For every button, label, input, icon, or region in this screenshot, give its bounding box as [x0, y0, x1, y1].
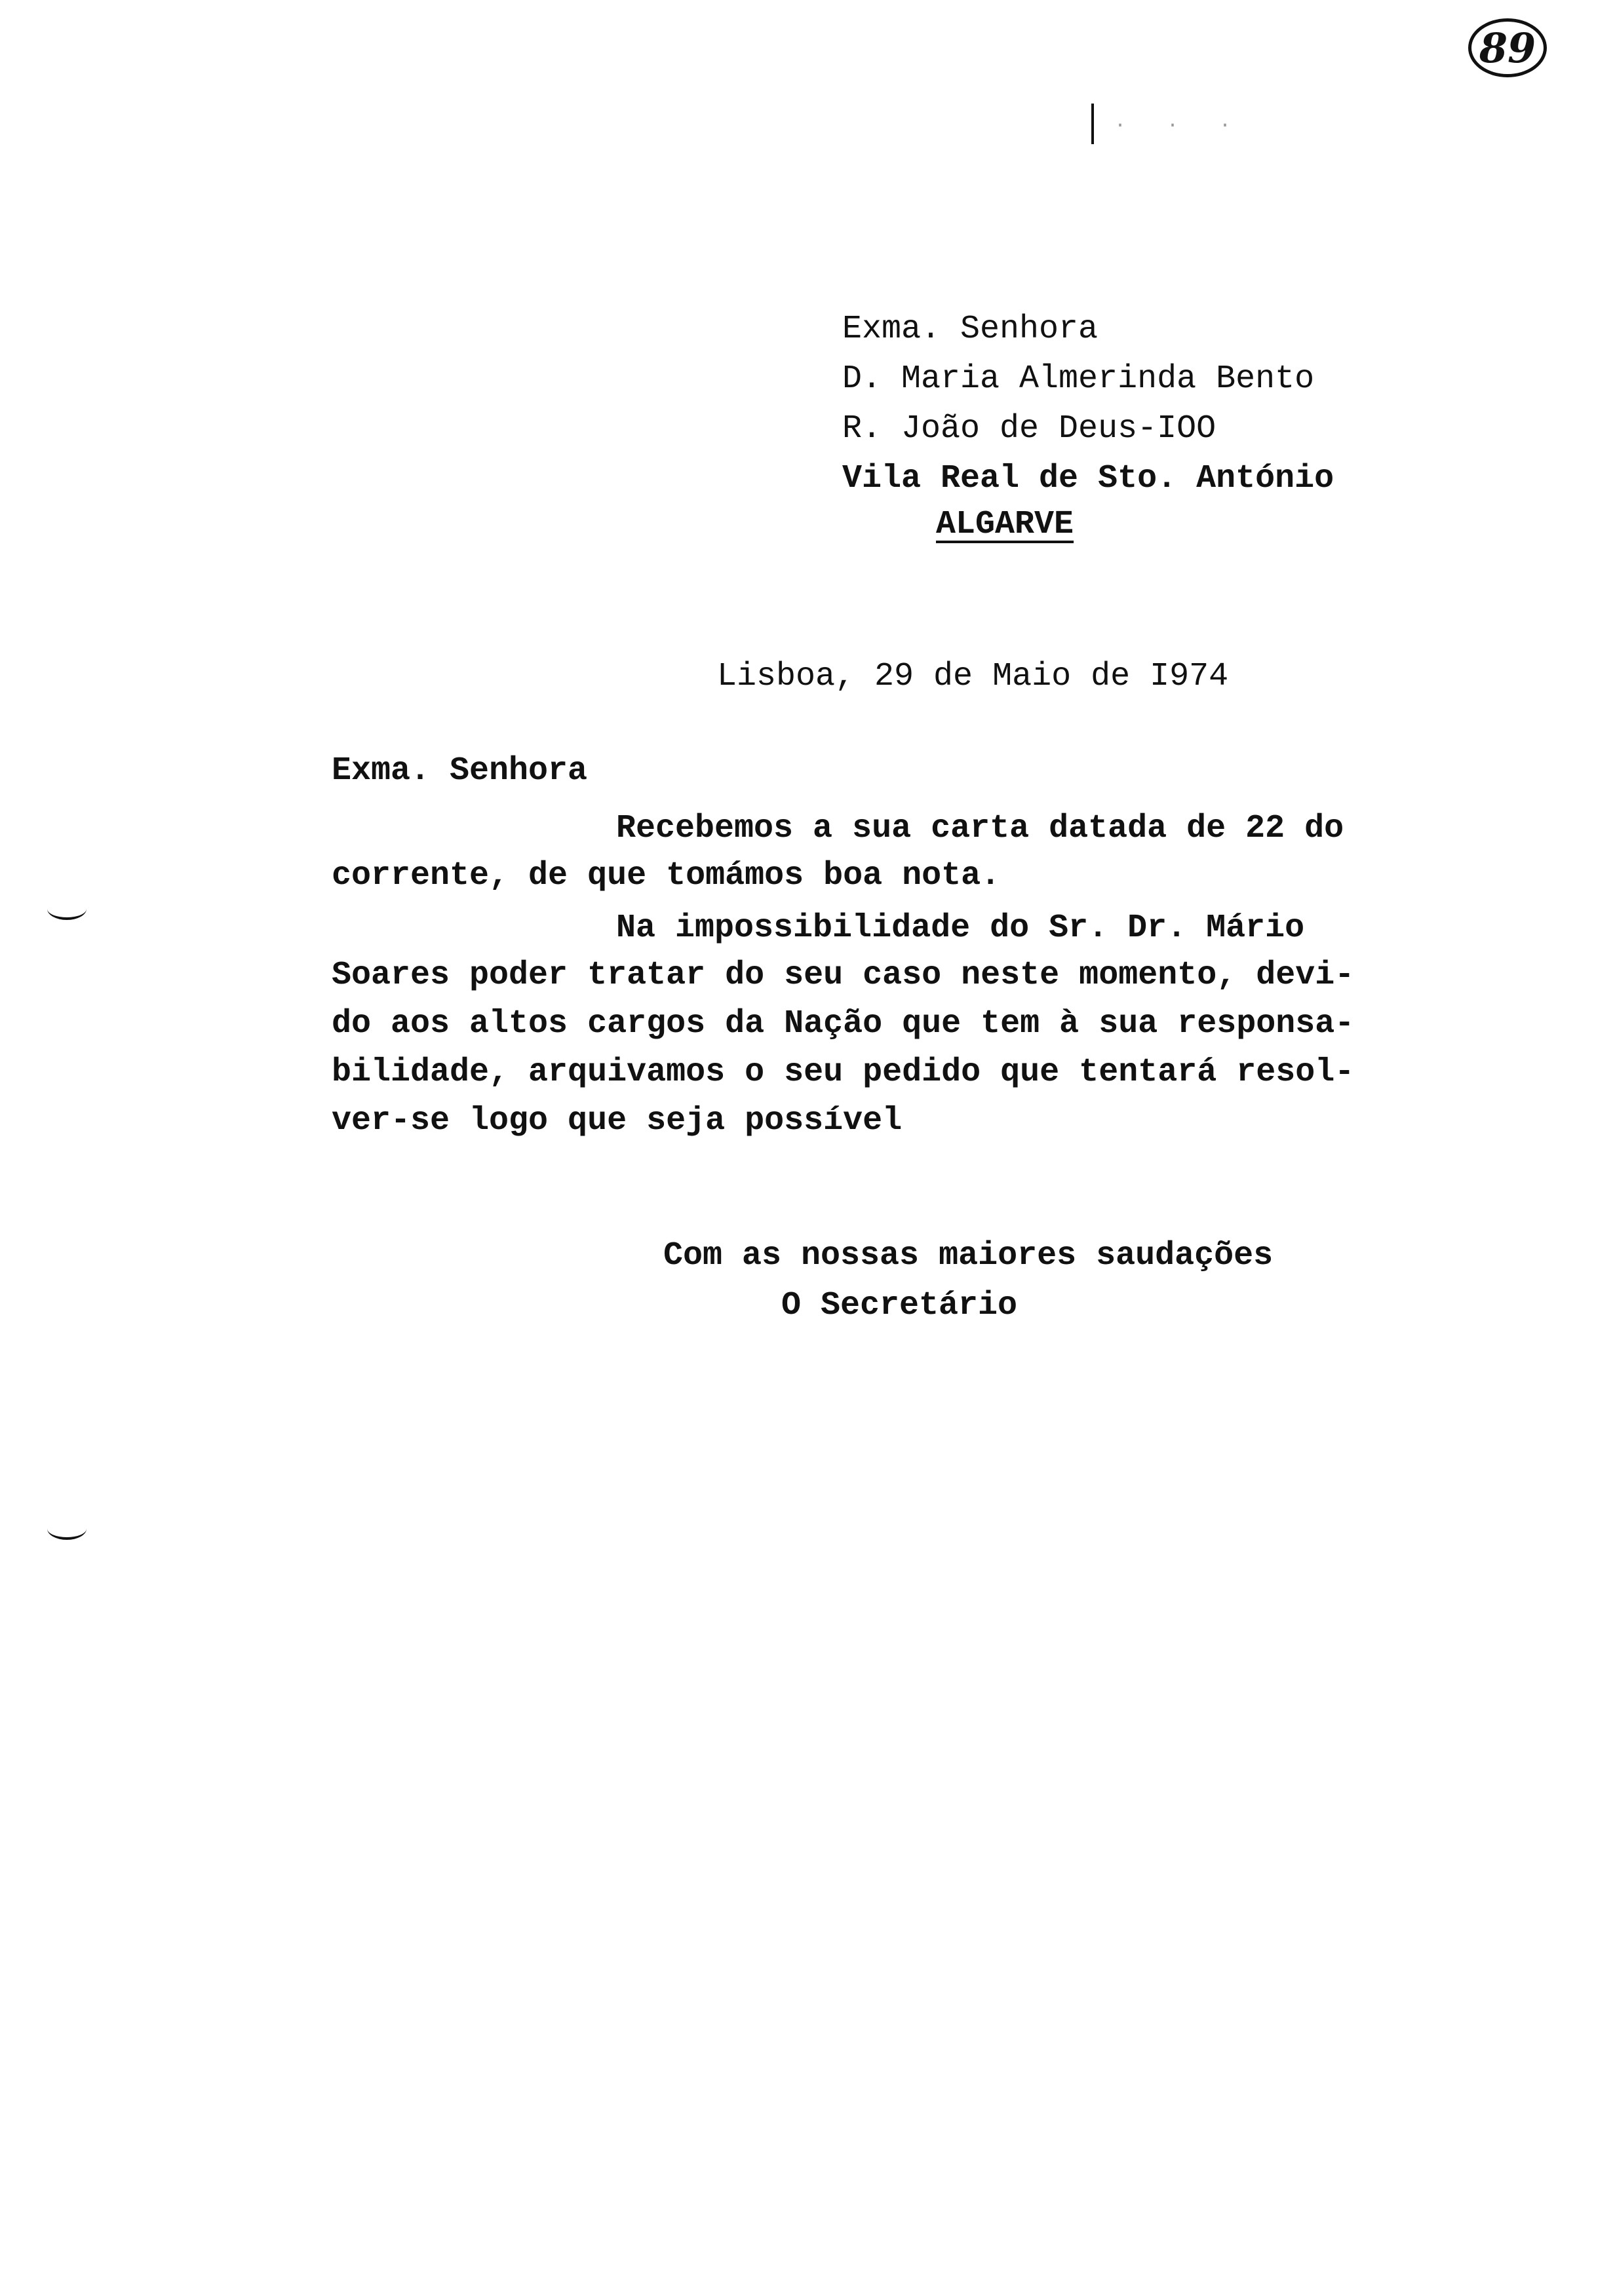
margin-mark [47, 1518, 87, 1540]
recipient-region: ALGARVE [936, 506, 1074, 543]
body-line: corrente, de que tomámos boa nota. [332, 857, 1001, 894]
body-line: Soares poder tratar do seu caso neste momento, devi- [332, 957, 1355, 994]
recipient-street: R. João de Deus-IOO [842, 410, 1216, 448]
body-line: Na impossibilidade do Sr. Dr. Mário [616, 909, 1305, 947]
body-line: ver-se logo que seja possível [332, 1102, 903, 1139]
recipient-town: Vila Real de Sto. António [842, 460, 1334, 497]
body-line: do aos altos cargos da Nação que tem à sua responsa- [332, 1005, 1355, 1043]
body-line: Recebemos a sua carta datada de 22 do [616, 810, 1344, 847]
recipient-name: D. Maria Almerinda Bento [842, 360, 1315, 398]
greeting: Exma. Senhora [332, 752, 588, 790]
margin-mark [47, 898, 87, 920]
stamp-mark [1091, 104, 1094, 144]
recipient-salutation: Exma. Senhora [842, 311, 1099, 348]
body-line: bilidade, arquivamos o seu pedido que tentará resol- [332, 1054, 1355, 1091]
stamp-dots: · · · [1114, 115, 1246, 137]
signatory: O Secretário [781, 1287, 1018, 1324]
closing: Com as nossas maiores saudações [663, 1237, 1274, 1274]
date-line: Lisboa, 29 de Maio de I974 [717, 658, 1229, 695]
page-number: 89 [1468, 18, 1547, 77]
